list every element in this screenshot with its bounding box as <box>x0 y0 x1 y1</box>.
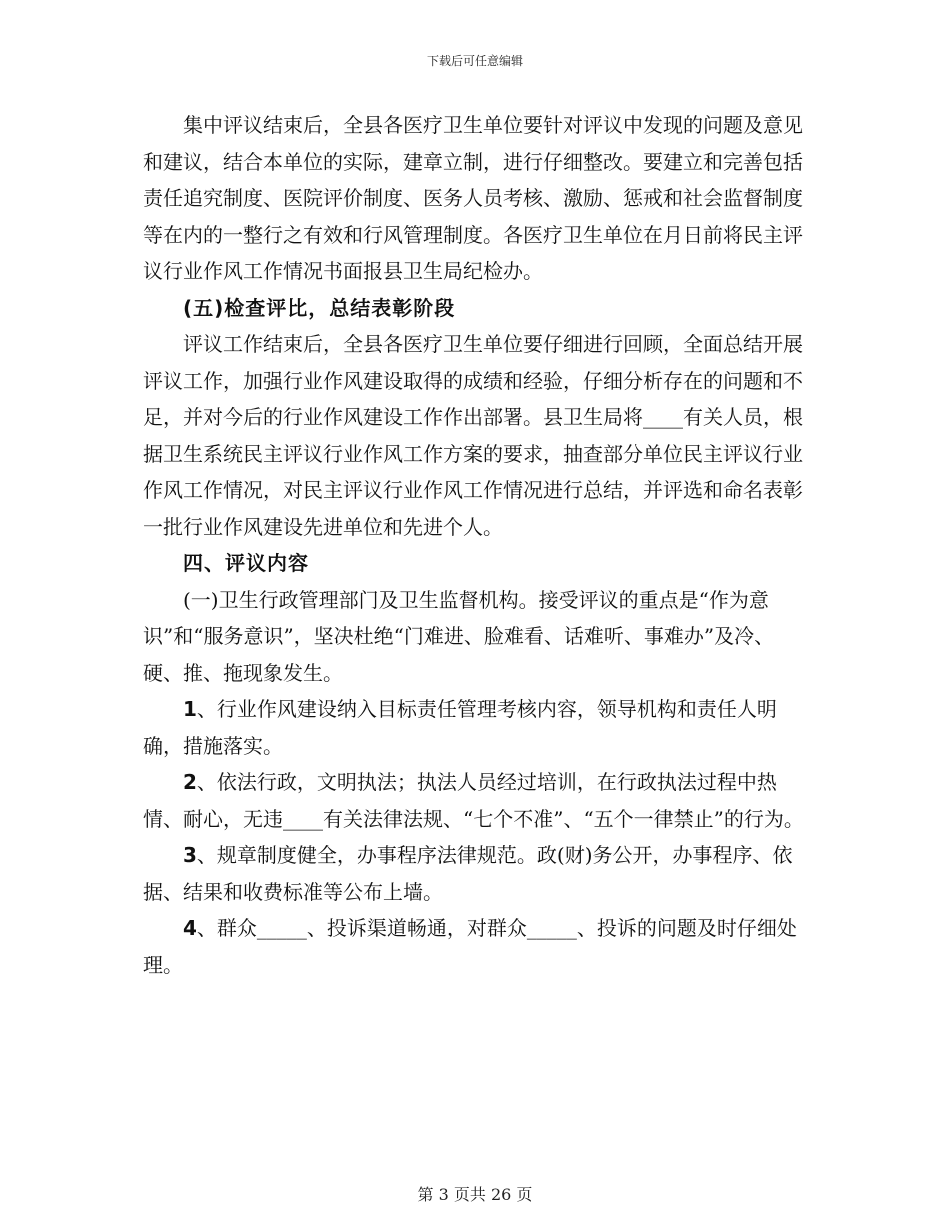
document-body <box>143 107 808 983</box>
section-heading-inspection: (五)检查评比，总结表彰阶段 <box>183 295 456 320</box>
list-number: 2 <box>183 770 197 794</box>
list-item-1 <box>143 691 808 764</box>
list-item-text: 、规章制度健全，办事程序法律规范。政(财)务公开，办事程序、依据、结果和收费标准等公布上墙。 <box>143 843 793 904</box>
list-number: 4 <box>183 916 197 940</box>
paragraph-rectification: 集中评议结束后，全县各医疗卫生单位要针对评议中发现的问题及意见和建议，结合本单位的实际，建章立制，进行仔细整改。要建立和完善包括责任追究制度、医院评价制度、医务人员考核、激励、惩戒和社会监督制度等在内的一整行之有效和行风管理制度。各医疗卫生单位在月日前将民主评议行业作风工作情况书面报县卫生局纪检办。 <box>143 113 803 283</box>
list-item-text: 、依法行政，文明执法；执法人员经过培训，在行政执法过程中热情、耐心，无违____有关法律法规、“七个不准”、“五个一律禁止”的行为。 <box>143 770 804 831</box>
list-number: 3 <box>183 843 197 867</box>
list-number: 1 <box>183 697 197 721</box>
list-item-text: 、群众_____、投诉渠道畅通，对群众_____、投诉的问题及时仔细处理。 <box>143 916 797 977</box>
list-item-text: 、行业作风建设纳入目标责任管理考核内容，领导机构和责任人明确，措施落实。 <box>143 697 777 758</box>
page-footer: 第 3 页共 26 页 <box>417 1185 533 1204</box>
list-item-3 <box>143 837 808 910</box>
list-item-4 <box>143 910 808 983</box>
section-heading-content: 四、评议内容 <box>183 551 309 575</box>
paragraph-review: 评议工作结束后，全县各医疗卫生单位要仔细进行回顾，全面总结开展评议工作，加强行业作风建设取得的成绩和经验，仔细分析存在的问题和不足，并对今后的行业作风建设工作作出部署。县卫生局将____有关人员，根据卫生系统民主评议行业作风工作方案的要求，抽查部分单位民主评议行业作风工作情况，对民主评议行业作风工作情况进行总结，并评选和命名表彰一批行业作风建设先进单位和先进个人。 <box>143 332 803 539</box>
paragraph-admin-departments: (一)卫生行政管理部门及卫生监督机构。接受评议的重点是“作为意识”和“服务意识”，坚决杜绝“门难进、脸难看、话难听、事难办”及冷、硬、推、拖现象发生。 <box>143 587 775 685</box>
page-header: 下载后可任意编辑 <box>426 54 523 68</box>
list-item-2 <box>143 764 808 837</box>
